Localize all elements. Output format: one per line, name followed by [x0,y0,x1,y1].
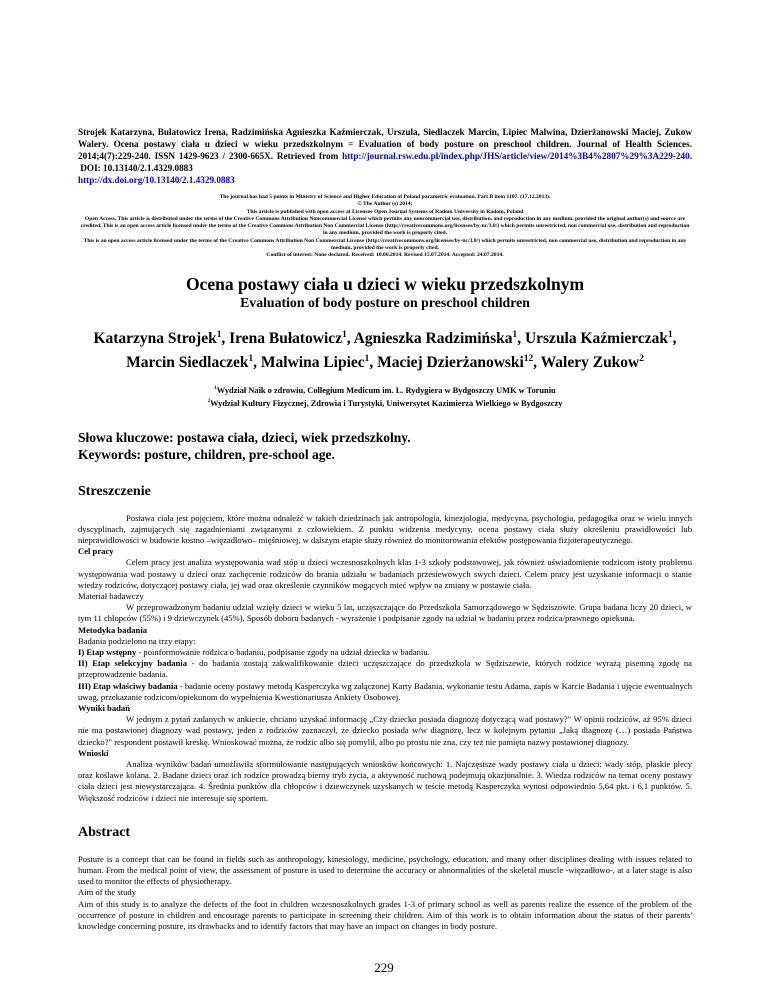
license-line: © The Author (s) 2014; [357,201,413,208]
author-name: Irena Bułatowicz [229,329,343,347]
author-affiliation-sup: 12 [523,353,534,364]
author-separator: , [517,329,525,347]
etap-2-label: II) Etap selekcyjny badania [78,658,187,669]
author-name: Marcin Siedlaczek [126,353,249,371]
article-url-link[interactable]: http://journal.rsw.edu.pl/index.php/JHS/article/view/2014%3B4%2807%29%3A229-240 [342,151,690,161]
cel-pracy-text: Celem pracy jest analiza występowania wad stóp u dzieci wczesnoszkolnych klas 1-3 szkoły podstawowej, jak również uświadomienie rodzicom istoty problemu występowania wad postawy u dzieci oraz zachęcenie rodziców do brania udziału w badaniach przesiewowych swych dzieci. Celem pracy jest uzyskanie informacji o stanie wiedzy rodziców, dotyczącej postawy ciała, jej wad oraz określenie czynników mogących mieć wpływ na zmiany w postawie ciała. [78,557,692,590]
author-name: Walery Zukow [540,353,640,371]
abstract-body [78,854,692,932]
streszczenie-heading: Streszczenie [78,483,151,499]
cel-pracy-heading: Cel pracy [78,546,114,557]
author-name: Malwina Lipiec [260,353,365,371]
wnioski-text: Analiza wyników badań umożliwiła sformułowanie następujących wniosków końcowych: 1. Najczęstsze wady postawy ciała u dzieci: wady stóp, płaskie plecy oraz koślawe kolana. 2. Badane dzieci oraz ich rodzice prowadzą bierny tryb życia, a aktywność ruchową podejmują okazjonalnie. 3. Wiedza rodziców na temat oceny postawy ciała dzieci jest niewystarczająca. 4. Średnia punktów dla chłopców i dziewczynek uzyskanych w teście metodą Kasperczyka wynosi odpowiednio 5,64 pkt. i 6,1 punktów. 5. Większość rodziców i dzieci nie interesuje się sportem. [78,759,692,803]
license-line: Conflict of interest: None declared. Received: 10.06.2014. Revised 15.07.2014. Accepted: 24.07.2014. [266,252,504,259]
keywords-block [78,429,692,463]
author-name: Agnieszka Radzimińska [353,329,513,347]
abstract-heading: Abstract [78,824,131,840]
metodyka-intro: Badania podzielono na trzy etapy: [78,635,196,646]
metodyka-heading: Metodyka badania [78,624,148,635]
author-name: Maciej Dzierżanowski [377,353,524,371]
streszczenie-intro: Postawa ciała jest pojęciem, które można odnaleźć w takich dziedzinach jak antropologia, kinezjologia, medycyna, psychologia, pedagogika oraz w wielu innych dyscyplinach, zajmujących się zagadnieniami związanymi z człowiekiem. Z punktu widzenia medycyny, ocena postawy ciała służy określeniu prawidłowości lub nieprawidłowości w budowie kostno –więzadłowo– mięśniowej, w dalszym etapie służy również do monitorowania efektów postępowania fizjoterapeutycznego. [78,512,692,545]
author-name: Katarzyna Strojek [93,329,217,347]
license-line: Open Access. This article is distributed under the terms of the Creative Commons Attribution Noncommercial License which permits any noncommercial use, distribution, and reproduction in any medium, provided the original author(s) and source are credited. This is an open access article licensed under the terms of the Creative Commons Attribution Non Commercial License (http://creativecommons.org/licenses/by-nc/3.0/) which permits unrestricted, non commercial use, distribution and reproduction in any medium, provided the work is properly cited. [80,215,690,237]
wyniki-heading: Wyniki badań [78,703,130,714]
author-separator: , [533,353,541,371]
affiliation-text: Wydział Naik o zdrowiu, Collegium Medicum im. L. Rydygiera w Bydgoszczy UMK w Toruniu [216,385,556,395]
author-separator: , [253,353,261,371]
author-separator: , [221,329,230,347]
author-separator: , [672,329,677,347]
license-line: This is an open access article licensed under the terms of the Creative Commons Attribution Non Commercial License (http://creativecommons.org/licenses/by-nc/3.0/) which permits unrestricted, non commercial use, distribution and reproduction in any medium, provided the work is properly cited. [83,237,687,252]
streszczenie-body [78,513,692,804]
author-affiliation-sup: 1 [364,353,370,364]
etap-3-text: - badanie oceny postawy metodą Kasperczyka wg załączonej Karty Badania, wykonanie testu Adama, zapis w Karcie Badania i ujęcie ewentualnych uwag, przekazanie rodzicom/opiekunom do wypełnienia Kwestionariusza Ankiety Osobowej. [78,680,692,702]
author-separator: , [369,353,378,371]
license-block [78,194,692,260]
authors-list [78,325,692,373]
aim-heading: Aim of the study [78,887,137,898]
material-text: W przeprowadzonym badaniu udział wzięły dzieci w wieku 5 lat, uczęszczające do Przedszkola Samorządowego w Sędziszowie. Grupa badana liczy 20 dzieci, w tym 11 chłopców (55%) i 9 dziewczynek (45%). Sposób doboru badanych - wyrażenie i podpisanie zgody na udział w badaniu przez rodzica/prawnego opiekuna. [78,602,692,624]
etap-1-text: - poinformowanie rodzica o badaniu, podpisanie zgody na udział dziecka w badaniu. [136,647,430,658]
affiliation-sup: 2 [207,398,211,404]
author-affiliation-sup: 1 [668,329,673,340]
author-affiliation-sup: 1 [248,353,254,364]
author-separator: , [346,329,354,347]
title-english: Evaluation of body posture on preschool children [240,294,530,310]
title-polish: Ocena postawy ciała u dzieci w wieku przedszkolnym [185,273,585,294]
wnioski-heading: Wnioski [78,747,109,758]
citation-block: Strojek Katarzyna, Bułatowicz Irena, Radzimińska Agnieszka Kaźmierczak, Urszula, Siedlaczek Marcin, Lipiec Malwina, Dzierżanowski Maciej, Zukow Walery. Ocena postawy ciała u dzieci w wieku przedszkolnym = Evaluation of body posture on preschool children. Journal of Health Sciences. 2014;4(7):229-240. ISSN 1429-9623 / 2300-665X. Retrieved from http://journal.rsw.edu.pl/index.php/JHS/article/view/2014%3B4%2807%29%3A229-240. DOI: 10.13140/2.1.4329.0883 http://dx.doi.org/10.13140/2.1.4329.0883 [78,127,693,185]
citation-text: Strojek Katarzyna, Bułatowicz Irena, Radzimińska Agnieszka Kaźmierczak, Urszula, Siedlaczek Marcin, Lipiec Malwina, Dzierżanowski Maciej, Zukow Walery. Ocena postawy ciała u dzieci w wieku przedszkolnym = Evaluation of body posture on preschool children. Journal of Health Sciences. 2014;4(7):229-240. ISSN 1429-9623 / 2300-665X. Retrieved from [78,127,692,161]
keywords-english: Keywords: posture, children, pre-school age. [78,446,335,462]
author-affiliation-sup: 2 [639,353,644,364]
article-page [78,126,692,932]
author-affiliation-sup: 1 [512,329,518,340]
affiliation-line [78,396,692,409]
aim-text: Aim of this study is to analyze the defects of the foot in children wczesnoszkolnych grades 1-3 of primary school as well as parents realize the essence of the problem of the occurrence of posture in children and encourage parents to participate in screening their children. Aim of this work is to obtain information about the status of their parents' knowledge concerning posture, its drawbacks and to identify factors that may have an impact on changes in body posture. [78,898,692,932]
etap-3-label: III) Etap właściwy badania [78,680,178,691]
doi-url-link[interactable]: http://dx.doi.org/10.13140/2.1.4329.0883 [78,175,235,185]
affiliation-sup: 1 [214,385,217,391]
license-line: This article is published with open access at Licensee Open Journal Systems of Radom University in Radom, Poland [246,208,524,215]
etap-1-label: I) Etap wstępny [78,647,137,658]
author-affiliation-sup: 1 [216,329,222,340]
doi-value: 10.13140/2.1.4329.0883 [103,163,193,173]
etap-2 [78,658,692,680]
material-heading: Materiał badawczy [78,591,144,601]
affiliations [78,383,692,409]
author-affiliation-sup: 1 [342,329,347,340]
wyniki-text: W jednym z pytań zadanych w ankiecie, chciano uzyskać informację „Czy dziecko posiada diagnozę dotyczącą wad postawy?" W opinii rodziców, aż 95% dzieci nie ma postawionej diagnozy wad postawy, jeden z rodziców zaznaczył, że dziecko posiada w/w diagnozę, lecz w kolejnym pytaniu „Jaką diagnozę (…) posiada Państwa dziecko?" respondent postawił kreskę. Wnioskować można, że rodzic albo się pomylił, albo po prostu nie zna, czy też nie pamięta nazwy postawionej diagnozy. [78,714,692,747]
etap-3 [78,681,692,703]
doi-label: DOI: [80,163,101,173]
affiliation-text: Wydział Kultury Fizycznej, Zdrowia i Turystyki, Uniwersytet Kazimierza Wielkiego w Bydgoszczy [210,398,563,408]
etap-2-text: - do badania zostają zakwalifikowanie dzieci uczęszczające do przedszkola w Sędziszewie, których rodzice wyrażą pisemną zgodę na przeprowadzenie badania. [78,658,692,680]
keywords-polish: Słowa kluczowe: postawa ciała, dzieci, wiek przedszkolny. [78,429,411,445]
page-number: 229 [374,960,394,975]
etap-1 [78,647,692,658]
abstract-text: Posture is a concept that can be found in fields such as anthropology, kinesiology, medicine, psychology, education, and many other disciplines dealing with issues related to human. From the medical point of view, the assessment of posture is used to determine the accuracy or abnormalities of the skeletal muscle -więzadłowo-, at a later stage is also used to monitor the effects of physiotherapy. [78,853,692,887]
affiliation-line [78,383,692,396]
author-name: Urszula Kaźmierczak [524,329,669,347]
license-line: The journal has had 5 points in Ministry of Science and Higher Education of Poland parametric evaluation. Part B item 1107. (17.12.2013). [219,194,551,200]
